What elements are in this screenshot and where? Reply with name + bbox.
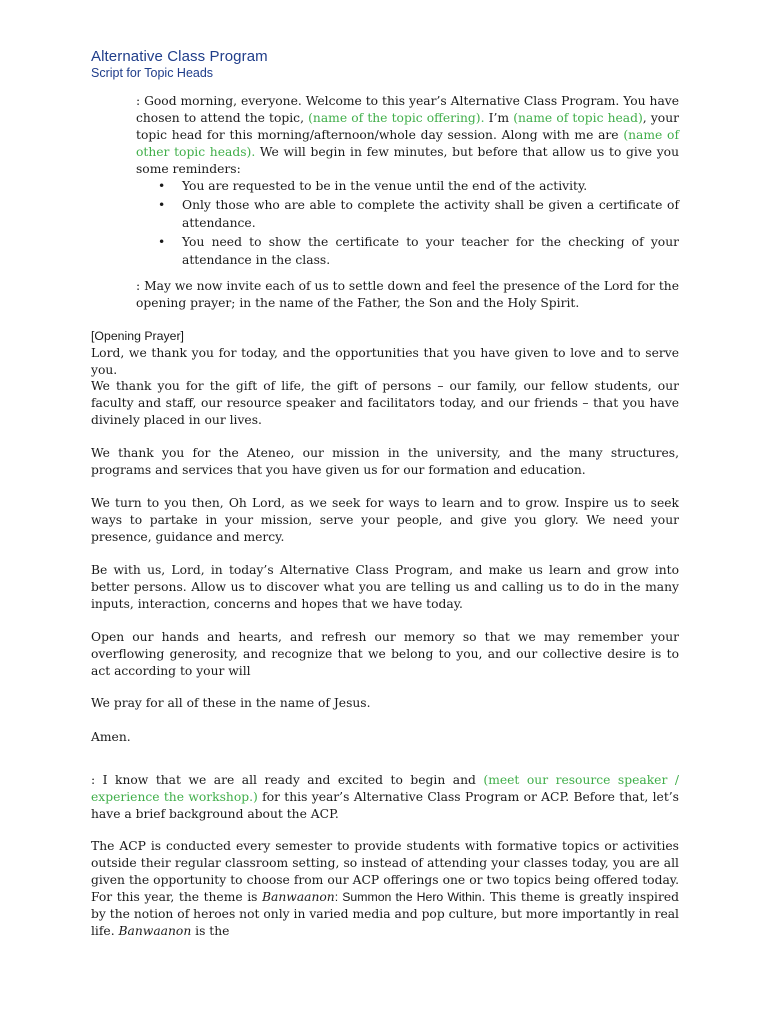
list-item: [136, 196, 679, 232]
document-title: Alternative Class Program: [91, 48, 268, 65]
reminder-text: You are requested to be in the venue until the end of the activity.: [182, 179, 588, 193]
ready-text: for this year’s Alternative Class Program or ACP. Before that, let’s have a brief background about the ACP.: [91, 790, 679, 821]
prayer-paragraph: Be with us, Lord, in today’s Alternative Class Program, and make us learn and grow into better persons. Allow us to discover what you are telling us and calling us to do in the many inputs, interaction, concerns and hopes that we have today.: [91, 563, 679, 611]
document-subtitle: Script for Topic Heads: [91, 66, 214, 80]
theme-name: : Summon the Hero Within: [334, 890, 482, 904]
prayer-paragraph: We thank you for the gift of life, the gift of persons – our family, our fellow students, our faculty and staff, our resource speaker and facilitators today, and our friends – that you have divinely placed in our lives.: [91, 379, 679, 427]
intro-text: , your topic head for this morning/afternoon/whole day session. Along with me are: [136, 111, 679, 142]
prayer-amen: Amen.: [91, 730, 131, 744]
acp-paragraph: [91, 838, 679, 940]
intro-text: We will begin in few minutes, but before that allow us to give you some reminders:: [136, 145, 679, 176]
prayer-paragraph: We turn to you then, Oh Lord, as we seek for ways to learn and to grow. Inspire us to seek ways to partake in your mission, serve your people, and give you glory. We need your presence, guidance and mercy.: [91, 496, 679, 544]
theme-name-italic: Banwaanon: [262, 890, 335, 904]
bullet-icon: •: [158, 179, 166, 193]
bullet-icon: •: [158, 235, 166, 249]
reminder-text: Only those who are able to complete the activity shall be given a certificate of attendance.: [182, 198, 679, 230]
placeholder-other-topic-heads: (name of other topic heads).: [136, 128, 679, 159]
list-item: [136, 177, 679, 195]
ready-text: : I know that we are all ready and excited to begin and: [91, 773, 484, 787]
intro-paragraph: [136, 93, 679, 178]
bullet-icon: •: [158, 198, 166, 212]
placeholder-topic-head: (name of topic head): [513, 111, 643, 125]
ready-paragraph: [91, 772, 679, 823]
placeholder-topic-offering: (name of the topic offering).: [308, 111, 485, 125]
list-item: [136, 233, 679, 269]
acp-text: is the: [191, 924, 230, 938]
prayer-heading: [Opening Prayer]: [91, 329, 184, 343]
reminders-list: [136, 177, 679, 270]
prayer-paragraph: We pray for all of these in the name of Jesus.: [91, 696, 371, 710]
theme-name-italic: Banwaanon: [118, 924, 192, 938]
reminder-text: You need to show the certificate to your teacher for the checking of your attendance in the class.: [182, 235, 679, 267]
placeholder-speaker-workshop: (meet our resource speaker / experience the workshop.): [91, 773, 679, 804]
intro-text: I’m: [484, 111, 514, 125]
acp-text: . This theme is greatly inspired by the notion of heroes not only in varied media and pop culture, but more importantly in real life.: [91, 890, 679, 938]
acp-text: The ACP is conducted every semester to provide students with formative topics or activities outside their regular classroom setting, so instead of attending your classes today, you are all given the opportunity to choose from our ACP offerings one or two topics being offered today. For this year, the theme is: [91, 839, 679, 904]
prayer-paragraph: Open our hands and hearts, and refresh our memory so that we may remember your overflowing generosity, and recognize that we belong to you, and our collective desire is to act according to your will: [91, 630, 679, 678]
prayer-invite-paragraph: : May we now invite each of us to settle down and feel the presence of the Lord for the opening prayer; in the name of the Father, the Son and the Holy Spirit.: [136, 279, 679, 310]
prayer-paragraph: Lord, we thank you for today, and the opportunities that you have given to love and to serve you.: [91, 346, 679, 377]
prayer-paragraph: We thank you for the Ateneo, our mission in the university, and the many structures, programs and services that you have given us for our formation and education.: [91, 446, 679, 477]
intro-text: : Good morning, everyone. Welcome to this year’s Alternative Class Program. You have chosen to attend the topic,: [136, 94, 679, 125]
